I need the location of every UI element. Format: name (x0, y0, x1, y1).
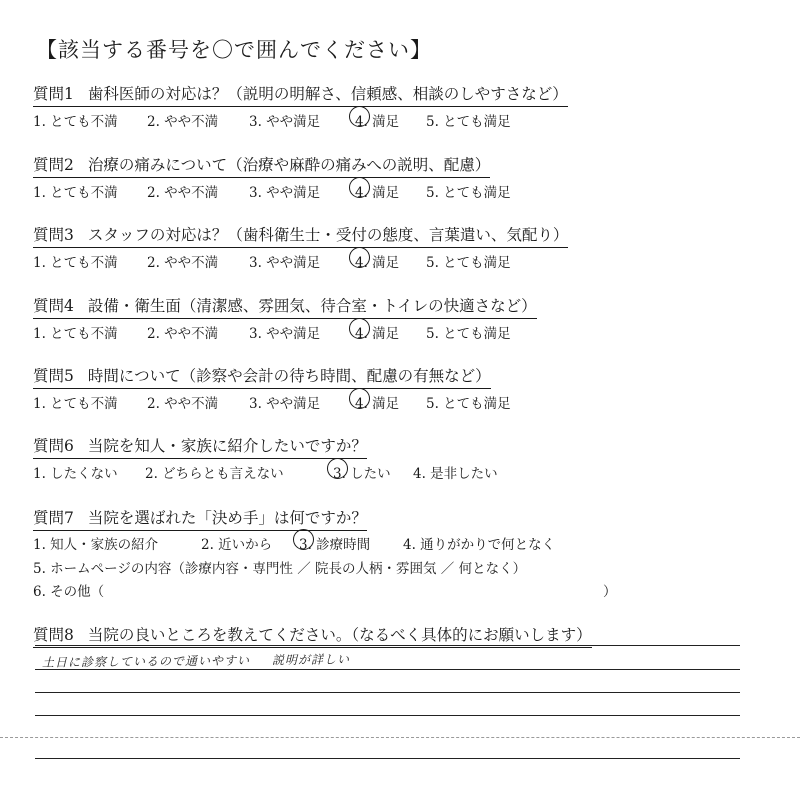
q7-option-5[interactable]: 5. ホームページの内容（診療内容・専門性 ／ 院長の人柄・雰囲気 ／ 何となく） (33, 561, 527, 577)
q8-answer-part-2: 説明が詳しい (271, 652, 351, 668)
question-1-title (33, 82, 568, 107)
answer-line-1 (35, 645, 740, 646)
q2-selection-circle (349, 177, 370, 198)
answer-line-3 (35, 692, 740, 693)
question-6-number: 質問6 (33, 437, 74, 455)
page-heading: 【該当する番号を〇で囲んでください】 (36, 38, 432, 62)
q5-option-5[interactable]: 5. とても満足 (426, 396, 511, 412)
q3-option-1[interactable]: 1. とても不満 (33, 255, 118, 271)
q2-option-1[interactable]: 1. とても不満 (33, 185, 118, 201)
q3-option-4[interactable]: 4. 満足 (355, 255, 400, 271)
question-2-number: 質問2 (33, 156, 74, 174)
q8-handwritten-answer[interactable] (42, 650, 350, 670)
q2-option-3[interactable]: 3. やや満足 (249, 185, 321, 201)
q5-option-2[interactable]: 2. やや不満 (147, 396, 219, 412)
q7-option-4[interactable]: 4. 通りがかりで何となく (403, 537, 556, 553)
q4-option-2[interactable]: 2. やや不満 (147, 326, 219, 342)
q7-option-6-close: ） (603, 584, 617, 600)
question-7-number: 質問7 (33, 509, 74, 527)
question-4-text: 設備・衛生面（清潔感、雰囲気、待合室・トイレの快適さなど） (87, 297, 537, 315)
q7-selection-circle (293, 529, 314, 550)
question-7-text: 当院を選ばれた「決め手」は何ですか？ (87, 509, 367, 527)
question-4-title (33, 294, 537, 319)
q3-option-2[interactable]: 2. やや不満 (147, 255, 219, 271)
q7-option-6[interactable]: 6. その他（ (33, 584, 105, 600)
question-8-text: 当院の良いところを教えてください。（なるべく具体的にお願いします） (87, 626, 592, 644)
q5-option-3[interactable]: 3. やや満足 (249, 396, 321, 412)
question-2-title (33, 153, 490, 178)
q4-option-5[interactable]: 5. とても満足 (426, 326, 511, 342)
question-2-text: 治療の痛みについて（治療や麻酔の痛みへの説明、配慮） (87, 156, 491, 174)
question-5-text: 時間について（診察や会計の待ち時間、配慮の有無など） (87, 367, 491, 385)
question-7-title (33, 506, 367, 531)
q2-option-2[interactable]: 2. やや不満 (147, 185, 219, 201)
question-4-number: 質問4 (33, 297, 74, 315)
question-5-number: 質問5 (33, 367, 74, 385)
q3-option-3[interactable]: 3. やや満足 (249, 255, 321, 271)
question-3-text: スタッフの対応は？（歯科衛生士・受付の態度、言葉遣い、気配り） (87, 226, 569, 244)
answer-line-4 (35, 715, 740, 716)
q7-option-1[interactable]: 1. 知人・家族の紹介 (33, 537, 159, 553)
q1-option-3[interactable]: 3. やや満足 (249, 114, 321, 130)
q4-option-3[interactable]: 3. やや満足 (249, 326, 321, 342)
q1-option-4[interactable]: 4. 満足 (355, 114, 400, 130)
q3-option-5[interactable]: 5. とても満足 (426, 255, 511, 271)
answer-line-5 (35, 758, 740, 759)
question-8-number: 質問8 (33, 626, 74, 644)
question-3-number: 質問3 (33, 226, 74, 244)
q8-answer-part-1: 土日に診察しているので通いやすい (41, 653, 251, 670)
q7-option-2[interactable]: 2. 近いから (201, 537, 273, 553)
q1-option-2[interactable]: 2. やや不満 (147, 114, 219, 130)
q6-option-2[interactable]: 2. どちらとも言えない (145, 466, 284, 482)
q6-option-3[interactable]: 3. したい (333, 466, 391, 482)
q5-option-1[interactable]: 1. とても不満 (33, 396, 118, 412)
q2-option-4[interactable]: 4. 満足 (355, 185, 400, 201)
q4-selection-circle (349, 318, 370, 339)
q3-selection-circle (349, 247, 370, 268)
q2-option-5[interactable]: 5. とても満足 (426, 185, 511, 201)
q4-option-4[interactable]: 4. 満足 (355, 326, 400, 342)
q7-option-3[interactable]: 3. 診療時間 (299, 537, 371, 553)
q5-option-4[interactable]: 4. 満足 (355, 396, 400, 412)
question-6-text: 当院を知人・家族に紹介したいですか？ (87, 437, 367, 455)
q1-option-1[interactable]: 1. とても不満 (33, 114, 118, 130)
question-6-title (33, 434, 367, 459)
question-1-number: 質問1 (33, 85, 74, 103)
question-3-title (33, 223, 568, 248)
q6-option-1[interactable]: 1. したくない (33, 466, 118, 482)
question-1-text: 歯科医師の対応は？（説明の明解さ、信頼感、相談のしやすさなど） (87, 85, 568, 103)
answer-line-2 (35, 669, 740, 670)
q1-selection-circle (349, 106, 370, 127)
q6-option-4[interactable]: 4. 是非したい (413, 466, 498, 482)
question-5-title (33, 364, 491, 389)
q5-selection-circle (349, 388, 370, 409)
q6-selection-circle (327, 458, 348, 479)
q4-option-1[interactable]: 1. とても不満 (33, 326, 118, 342)
scan-fold-line (0, 737, 800, 738)
q1-option-5[interactable]: 5. とても満足 (426, 114, 511, 130)
